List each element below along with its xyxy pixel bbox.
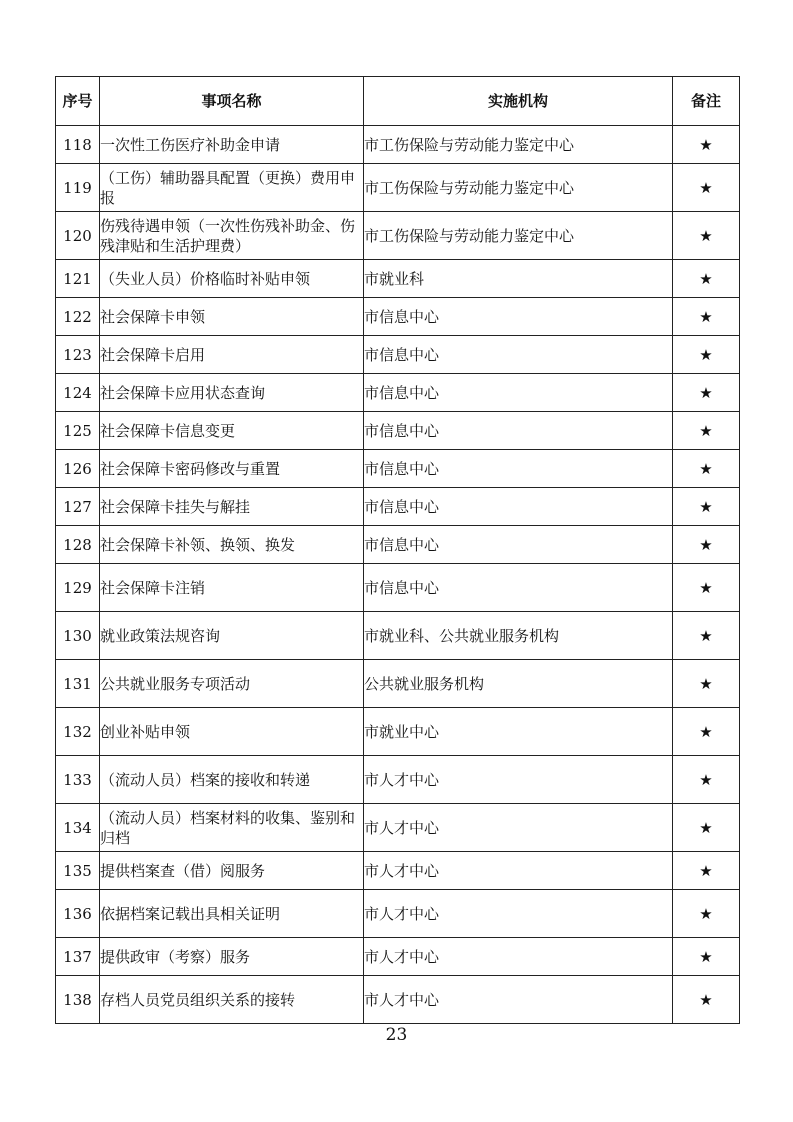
star-mark: ★	[673, 488, 740, 526]
table-row	[56, 164, 740, 212]
implementing-agency: 市就业科、公共就业服务机构	[364, 612, 673, 660]
table-row	[56, 298, 740, 336]
table-row	[56, 612, 740, 660]
serial-number: 123	[56, 336, 100, 374]
table-row	[56, 564, 740, 612]
table-row	[56, 976, 740, 1024]
table-row	[56, 938, 740, 976]
implementing-agency: 市信息中心	[364, 564, 673, 612]
implementing-agency: 市信息中心	[364, 374, 673, 412]
serial-number: 125	[56, 412, 100, 450]
table-row	[56, 212, 740, 260]
item-name: 就业政策法规咨询	[100, 612, 364, 660]
star-mark: ★	[673, 852, 740, 890]
implementing-agency: 市人才中心	[364, 804, 673, 852]
table-row	[56, 336, 740, 374]
star-mark: ★	[673, 756, 740, 804]
serial-number: 130	[56, 612, 100, 660]
serial-number: 132	[56, 708, 100, 756]
implementing-agency: 市信息中心	[364, 412, 673, 450]
serial-number: 131	[56, 660, 100, 708]
item-name: 社会保障卡信息变更	[100, 412, 364, 450]
serial-number: 127	[56, 488, 100, 526]
implementing-agency: 市人才中心	[364, 852, 673, 890]
star-mark: ★	[673, 298, 740, 336]
table-row	[56, 804, 740, 852]
item-name: 公共就业服务专项活动	[100, 660, 364, 708]
table-row	[56, 756, 740, 804]
serial-number: 136	[56, 890, 100, 938]
item-name: （流动人员）档案的接收和转递	[100, 756, 364, 804]
star-mark: ★	[673, 260, 740, 298]
star-mark: ★	[673, 412, 740, 450]
star-mark: ★	[673, 890, 740, 938]
star-mark: ★	[673, 212, 740, 260]
implementing-agency: 公共就业服务机构	[364, 660, 673, 708]
item-name: 社会保障卡申领	[100, 298, 364, 336]
page-number: 23	[385, 1025, 408, 1045]
star-mark: ★	[673, 708, 740, 756]
star-mark: ★	[673, 660, 740, 708]
item-name: 提供档案查（借）阅服务	[100, 852, 364, 890]
implementing-agency: 市信息中心	[364, 298, 673, 336]
serial-number: 122	[56, 298, 100, 336]
serial-number: 138	[56, 976, 100, 1024]
serial-number: 137	[56, 938, 100, 976]
table-row	[56, 412, 740, 450]
item-name: （失业人员）价格临时补贴申领	[100, 260, 364, 298]
serial-number: 126	[56, 450, 100, 488]
table-row	[56, 660, 740, 708]
serial-number: 135	[56, 852, 100, 890]
implementing-agency: 市工伤保险与劳动能力鉴定中心	[364, 164, 673, 212]
star-mark: ★	[673, 374, 740, 412]
star-mark: ★	[673, 976, 740, 1024]
table-row	[56, 526, 740, 564]
star-mark: ★	[673, 564, 740, 612]
implementing-agency: 市人才中心	[364, 976, 673, 1024]
table-row	[56, 488, 740, 526]
serial-number: 118	[56, 126, 100, 164]
implementing-agency: 市信息中心	[364, 526, 673, 564]
item-name: （流动人员）档案材料的收集、鉴别和归档	[100, 804, 364, 852]
star-mark: ★	[673, 938, 740, 976]
table-row	[56, 126, 740, 164]
serial-number: 120	[56, 212, 100, 260]
item-name: 存档人员党员组织关系的接转	[100, 976, 364, 1024]
item-name: 伤残待遇申领（一次性伤残补助金、伤残津贴和生活护理费）	[100, 212, 364, 260]
item-name: 社会保障卡挂失与解挂	[100, 488, 364, 526]
implementing-agency: 市人才中心	[364, 938, 673, 976]
item-name: 一次性工伤医疗补助金申请	[100, 126, 364, 164]
implementing-agency: 市信息中心	[364, 450, 673, 488]
header-item-name: 事项名称	[100, 77, 364, 126]
implementing-agency: 市信息中心	[364, 336, 673, 374]
star-mark: ★	[673, 450, 740, 488]
table-row	[56, 260, 740, 298]
implementing-agency: 市人才中心	[364, 756, 673, 804]
implementing-agency: 市就业科	[364, 260, 673, 298]
star-mark: ★	[673, 126, 740, 164]
table-header-row	[56, 77, 740, 126]
serial-number: 119	[56, 164, 100, 212]
header-serial-number: 序号	[56, 77, 100, 126]
table-row	[56, 450, 740, 488]
implementing-agency: 市工伤保险与劳动能力鉴定中心	[364, 126, 673, 164]
item-name: （工伤）辅助器具配置（更换）费用申报	[100, 164, 364, 212]
table-row	[56, 852, 740, 890]
item-name: 依据档案记载出具相关证明	[100, 890, 364, 938]
serial-number: 128	[56, 526, 100, 564]
item-name: 社会保障卡密码修改与重置	[100, 450, 364, 488]
star-mark: ★	[673, 804, 740, 852]
item-name: 创业补贴申领	[100, 708, 364, 756]
implementing-agency: 市信息中心	[364, 488, 673, 526]
star-mark: ★	[673, 612, 740, 660]
serial-number: 124	[56, 374, 100, 412]
serial-number: 134	[56, 804, 100, 852]
serial-number: 129	[56, 564, 100, 612]
services-table	[55, 76, 740, 1024]
item-name: 社会保障卡启用	[100, 336, 364, 374]
item-name: 社会保障卡应用状态查询	[100, 374, 364, 412]
implementing-agency: 市人才中心	[364, 890, 673, 938]
serial-number: 133	[56, 756, 100, 804]
implementing-agency: 市工伤保险与劳动能力鉴定中心	[364, 212, 673, 260]
header-remarks: 备注	[673, 77, 740, 126]
header-implementing-agency: 实施机构	[364, 77, 673, 126]
table-row	[56, 890, 740, 938]
item-name: 社会保障卡补领、换领、换发	[100, 526, 364, 564]
item-name: 社会保障卡注销	[100, 564, 364, 612]
star-mark: ★	[673, 526, 740, 564]
implementing-agency: 市就业中心	[364, 708, 673, 756]
table-row	[56, 708, 740, 756]
serial-number: 121	[56, 260, 100, 298]
star-mark: ★	[673, 164, 740, 212]
star-mark: ★	[673, 336, 740, 374]
item-name: 提供政审（考察）服务	[100, 938, 364, 976]
table-row	[56, 374, 740, 412]
